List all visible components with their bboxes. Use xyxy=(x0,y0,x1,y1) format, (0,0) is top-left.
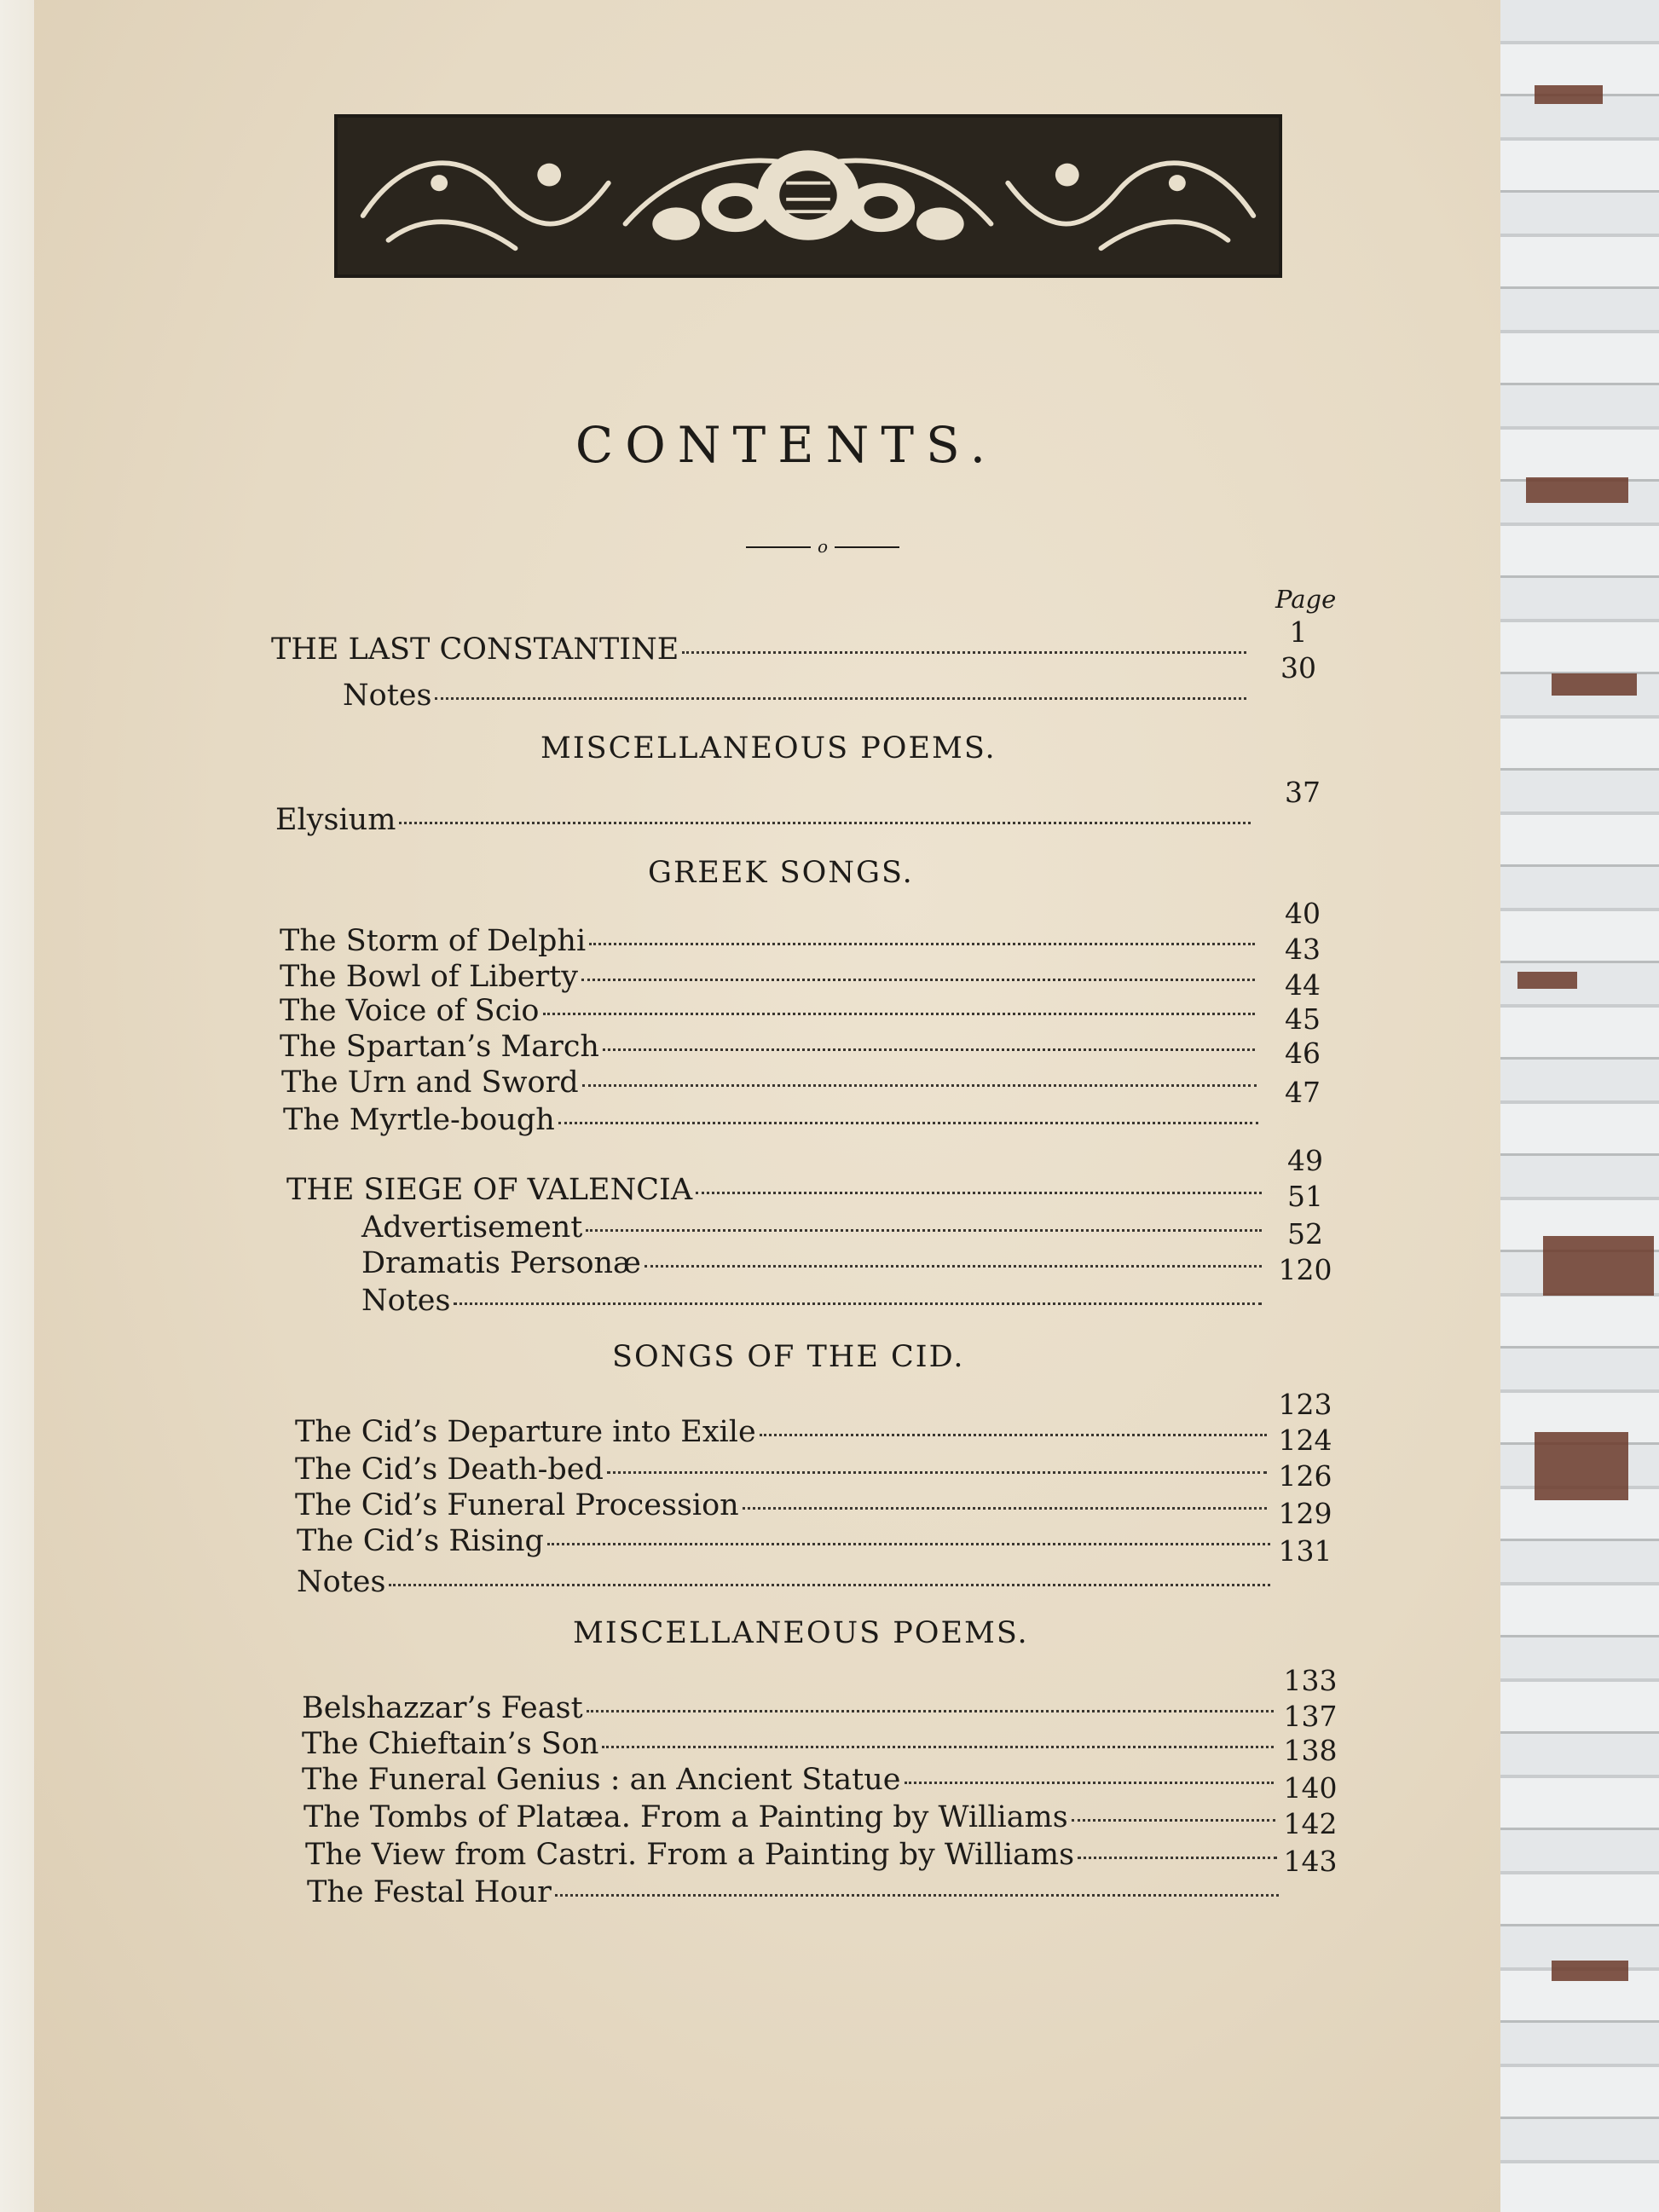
toc-entry-title: The Tombs of Platæa. From a Painting by Williams xyxy=(303,1800,1068,1834)
toc-entry xyxy=(271,632,1251,670)
toc-entry xyxy=(302,1727,1279,1764)
dot-leader xyxy=(543,1013,1256,1015)
toc-entry xyxy=(305,1838,1282,1875)
toc-entry-title: Notes xyxy=(343,679,432,713)
page-title: CONTENTS. xyxy=(575,416,998,474)
toc-page-number: 137 xyxy=(1283,1700,1338,1733)
toc-page-number: 46 xyxy=(1285,1037,1321,1070)
toc-entry-title: Notes xyxy=(361,1284,451,1318)
dot-leader xyxy=(589,943,1255,945)
toc-entry xyxy=(361,1210,1267,1248)
toc-entry-title: The Cid’s Death-bed xyxy=(295,1453,604,1487)
toc-entry xyxy=(280,960,1260,997)
toc-page-number: 30 xyxy=(1280,651,1316,684)
toc-entry xyxy=(295,1453,1272,1490)
toc-entry xyxy=(280,924,1260,962)
dot-leader xyxy=(587,1710,1274,1712)
dot-leader xyxy=(586,1229,1262,1232)
toc-entry xyxy=(286,1173,1267,1210)
dot-leader xyxy=(582,1084,1257,1087)
dot-leader xyxy=(603,1048,1255,1051)
toc-entry xyxy=(302,1691,1279,1729)
toc-entry-title: The Storm of Delphi xyxy=(280,924,587,958)
toc-page-number: 37 xyxy=(1285,776,1321,809)
dot-leader xyxy=(558,1122,1258,1124)
toc-entry-title: Notes xyxy=(297,1565,386,1599)
toc-entry xyxy=(283,1103,1263,1141)
dot-leader xyxy=(905,1782,1275,1784)
book-page xyxy=(34,0,1609,2212)
toc-entry-title: The Cid’s Departure into Exile xyxy=(295,1415,756,1449)
toc-entry-title: The Cid’s Rising xyxy=(297,1524,544,1558)
toc-entry xyxy=(343,679,1251,716)
toc-entry-title: The Cid’s Funeral Procession xyxy=(295,1488,739,1522)
toc-entry-title: Elysium xyxy=(275,803,396,837)
toc-entry-title: The Voice of Scio xyxy=(280,994,540,1028)
toc-entry-title: The Bowl of Liberty xyxy=(280,960,579,994)
section-heading: GREEK SONGS. xyxy=(648,856,914,890)
dot-leader xyxy=(760,1434,1267,1436)
toc-page-number: 142 xyxy=(1283,1807,1338,1840)
toc-entry-title: The Festal Hour xyxy=(307,1875,552,1909)
toc-entry xyxy=(297,1565,1275,1603)
toc-entry-title: Dramatis Personæ xyxy=(361,1246,641,1280)
toc-page-number: 44 xyxy=(1285,968,1321,1002)
toc-page-number: 45 xyxy=(1285,1002,1321,1036)
toc-page-number: 47 xyxy=(1285,1076,1321,1109)
toc-page-number: 52 xyxy=(1287,1217,1323,1250)
dot-leader xyxy=(581,979,1255,981)
toc-entry xyxy=(361,1284,1267,1321)
toc-entry xyxy=(280,994,1260,1031)
toc-entry xyxy=(297,1524,1275,1562)
toc-entry-title: The Funeral Genius : an Ancient Statue xyxy=(302,1763,901,1797)
dot-leader xyxy=(1078,1857,1277,1859)
toc-entry xyxy=(281,1066,1262,1103)
dot-leader xyxy=(743,1507,1267,1510)
section-heading: MISCELLANEOUS POEMS. xyxy=(573,1616,1029,1650)
toc-entry xyxy=(295,1415,1272,1453)
toc-page-number: 126 xyxy=(1278,1459,1332,1493)
toc-entry-title: THE LAST CONSTANTINE xyxy=(271,632,679,667)
toc-entry xyxy=(307,1875,1284,1913)
toc-page-number: 133 xyxy=(1283,1664,1338,1697)
toc-page-number: 120 xyxy=(1278,1253,1332,1286)
toc-entry-title: The Spartan’s March xyxy=(280,1030,599,1064)
toc-page-number: 123 xyxy=(1278,1388,1332,1421)
divider-mark: o xyxy=(817,539,829,556)
toc-entry xyxy=(295,1488,1272,1526)
dot-leader xyxy=(435,697,1246,700)
toc-entry-title: THE SIEGE OF VALENCIA xyxy=(286,1173,693,1207)
toc-page-number: 131 xyxy=(1278,1534,1332,1568)
dot-leader xyxy=(1072,1819,1275,1822)
toc-page-number: 51 xyxy=(1287,1180,1323,1213)
toc-entry-title: The View from Castri. From a Painting by Williams xyxy=(305,1838,1075,1872)
toc-page-number: 129 xyxy=(1278,1497,1332,1530)
toc-page-number: 140 xyxy=(1283,1771,1338,1805)
toc-entry-title: The Chieftain’s Son xyxy=(302,1727,599,1761)
toc-page-number: 138 xyxy=(1283,1734,1338,1767)
toc-page-number: 124 xyxy=(1278,1424,1332,1457)
toc-entry xyxy=(280,1030,1260,1067)
dot-leader xyxy=(645,1265,1262,1268)
toc-entry-title: The Myrtle-bough xyxy=(283,1103,555,1137)
dot-leader xyxy=(399,822,1251,824)
dot-leader xyxy=(696,1192,1262,1194)
dot-leader xyxy=(602,1746,1274,1748)
dot-leader xyxy=(454,1302,1262,1305)
cornucopia-ornament-icon xyxy=(334,114,1282,278)
toc-entry xyxy=(303,1800,1280,1838)
toc-page-number: 49 xyxy=(1287,1144,1323,1177)
toc-page-number: 40 xyxy=(1285,897,1321,930)
title-divider xyxy=(746,539,899,556)
dot-leader xyxy=(547,1543,1270,1545)
toc-entry xyxy=(361,1246,1267,1284)
toc-page-number: 143 xyxy=(1283,1845,1338,1878)
toc-entry xyxy=(275,803,1256,840)
section-heading: SONGS OF THE CID. xyxy=(612,1340,965,1374)
toc-page-number: 1 xyxy=(1289,615,1308,649)
toc-entry xyxy=(302,1763,1279,1800)
toc-entry-title: Belshazzar’s Feast xyxy=(302,1691,583,1725)
dot-leader xyxy=(682,651,1246,654)
toc-entry-title: The Urn and Sword xyxy=(281,1066,579,1100)
toc-page-number: 43 xyxy=(1285,933,1321,966)
toc-entry-title: Advertisement xyxy=(361,1210,583,1245)
dot-leader xyxy=(555,1894,1279,1897)
weathered-wood-background xyxy=(1500,0,1659,2212)
dot-leader xyxy=(607,1471,1267,1474)
page-column-label: Page xyxy=(1275,585,1337,614)
section-heading: MISCELLANEOUS POEMS. xyxy=(540,731,997,765)
dot-leader xyxy=(389,1584,1270,1586)
